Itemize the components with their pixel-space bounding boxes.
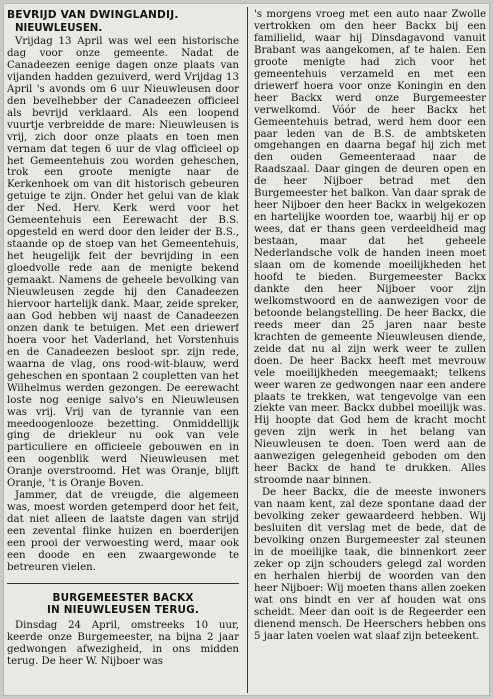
dateline: NIEUWLEUSEN. xyxy=(15,23,103,34)
article-paragraph: 's morgens vroeg met een auto naar Zwolle vertrokken om den heer Backx bij een familielid, waar hij Dinsdagavond vanuit Brabant was aangekomen, af te halen. Een groote menigte had zich voor het gemeentehuis verzameld en met een driewerf hoera voor onze Koningin en den heer Backx werd onze Burgemeester verwelkomd. Vóór de heer Backx het Gemeentehuis betrad, werd hem door een paar leden van de B.S. de ambtsketen omgehangen en daarna begaf hij zich met den ouden Gemeenteraad naar de Raadszaal. Daar gingen de deuren open en de heer Nijboer betrad met den Burgemeester het balkon. Van daar sprak de heer Nijboer den heer Backx in welgekozen en hartelijke woorden toe, waarbij hij er op wees, dat er thans geen verdeeldheid mag bestaan, maar dat het geheele Nederlandsche volk de handen ineen moet slaan om de komende moeilijkheden het hoofd te bieden. Burgemeester Backx dankte den heer Nijboer voor zijn welkomstwoord en de aanwezigen voor de betoonde belangstelling. De heer Backx, die reeds meer dan 25 jaren naar beste krachten de gemeente Nieuwleusen diende, zeide dat nu al zijn werk weer te zullen doen. De heer Backx heeft met mevrouw vele moeilijkheden meegemaakt; telkens weer waren ze gedwongen naar een andere plaats te trekken, wat tengevolge van een ziekte van meer. Backx dubbel moeilijk was. Hij hoopte dat God hem de kracht mocht geven zijn werk in het belang van Nieuwleusen te doen. Toen werd aan de aanwezigen gelegenheid geboden om den heer Backx de hand te drukken. Alles stroomde naar binnen. xyxy=(254,9,486,487)
article-headline: BEVRIJD VAN DWINGLANDIJ. xyxy=(7,9,179,21)
article-paragraph: Dinsdag 24 April, omstreeks 10 uur, keerde onze Burgemeester, na bijna 2 jaar gedwongen afwezigheid, in ons midden terug. De heer W. Nijboer was xyxy=(7,619,239,667)
right-column xyxy=(254,9,486,693)
article-paragraph: Jammer, dat de vreugde, die algemeen was, moest worden getemperd door het feit, dat niet alleen de laatste dagen van strijd een zevental flinke huizen en boerderijen een prooi der verwoesting werd, maar ook een doode en een zwaargewonde te betreuren vielen. xyxy=(7,490,239,573)
article-paragraph: De heer Backx, die de meeste inwoners van naam kent, zal deze spontane daad der bevolking zeker gewaardeerd hebben. Wij besluiten dit verslag met de bede, dat de bevolking onzen Burgemeester zal steunen in de moeilijke taak, die binnenkort zeer zeker op zijn schouders gelegd zal worden en herhalen hierbij de woorden van den heer Nijboer: Wij moeten thans allen zoeken wat ons bindt en ver af houden wat ons scheidt. Meer dan ooit is de Regeerder een dienend mensch. De Heerschers hebben ons 5 jaar laten voelen wat slaaf zijn beteekent. xyxy=(254,487,486,642)
second-article-headline xyxy=(7,592,239,616)
headline-line: BURGEMEESTER BACKX xyxy=(52,591,194,604)
headline-line: IN NIEUWLEUSEN TERUG. xyxy=(46,603,200,616)
left-column xyxy=(7,9,239,693)
article-paragraph: Vrijdag 13 April was wel een historische dag voor onze gemeente. Nadat de Canadeezen eenige dagen onze plaats van vijanden hadden gezuiverd, werd Vrijdag 13 April 's avonds om 6 uur Nieuwleusen door den bevelhebber der Canadeezen officieel als bevrijd verklaard. Als een loopend vuurtje verbreidde de mare: Nieuwleusen is vrij, zich door onze plaats en toen men vernam dat tegen 6 uur de vlag officieel op het Gemeentehuis zou worden geheschen, trok een groote menigte naar de Kerkenhoek om van dit historisch gebeuren getuige te zijn. Onder het gelui van de klak der Ned. Herv. Kerk werd voor het Gemeentehuis een Eerewacht der B.S. opgesteld en werd door den leider der B.S., staande op de stoep van het Gemeentehuis, het heugelijk feit der bevrijding in een gloedvolle rede aan de menigte bekend gemaakt. Namens de geheele bevolking van Nieuwleusen zegde hij den Canadeezen hiervoor hartelijk dank. Maar, zeide spreker, aan God hebben wij naast de Canadeezen onzen dank te betuigen. Met een driewerf hoera voor het Vaderland, het Vorstenhuis en de Canadeezen besloot spr. zijn rede, waarna de vlag, ons rood-wit-blauw, werd geheschen en spontaan 2 coupletten van het Wilhelmus werden gezongen. De eerewacht loste nog eenige salvo's en Nieuwleusen was vrij. Vrij van de tyrannie van een meedoogenlooze bezetting. Onmiddellijk ging de driekleur nu ook van vele particuliere en officieele gebouwen en in een oogenblik werd Nieuwleusen met Oranje overstroomd. Het was Oranje, blijft Oranje, 't is Oranje Boven. xyxy=(7,36,239,490)
column-rule xyxy=(247,7,248,693)
section-divider xyxy=(7,583,239,584)
newspaper-clipping xyxy=(3,3,490,696)
